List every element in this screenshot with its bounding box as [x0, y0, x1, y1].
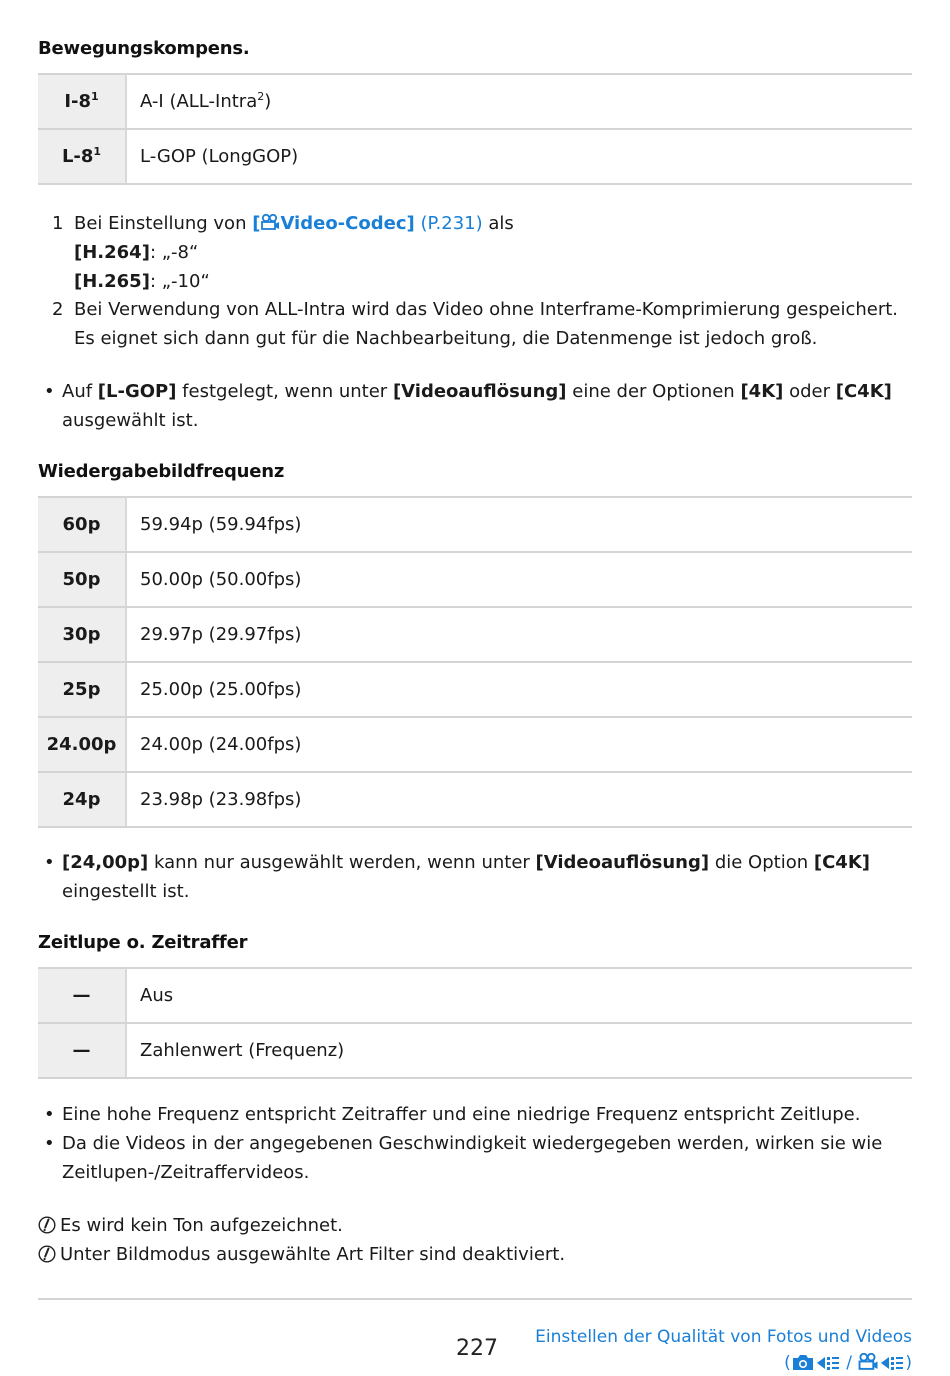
list-item: • Auf [L-GOP] festgelegt, wenn unter [Videoauflösung] eine der Optionen [4K] oder [C4K] ausgewählt ist. [44, 381, 892, 431]
table-row [38, 74, 912, 129]
zeitlupe-table [38, 967, 912, 1079]
table-key: 25p [38, 662, 126, 717]
bewegungskompens-table [38, 73, 912, 185]
table-row [38, 717, 912, 772]
table-key: — [38, 1023, 126, 1078]
table-key: $L-8^1$ [38, 129, 126, 184]
table-row [38, 497, 912, 552]
movie-camera-icon [260, 214, 280, 231]
table-key: 50p [38, 552, 126, 607]
table-row [38, 129, 912, 184]
table-value: L-GOP (LongGOP) [126, 129, 912, 184]
table-value: A-I (ALL-Intra$^2$) [126, 74, 912, 129]
table-row [38, 968, 912, 1023]
table-row [38, 772, 912, 827]
table-value: Zahlenwert (Frequenz) [126, 1023, 912, 1078]
caution-note: Unter Bildmodus ausgewählte Art Filter sind deaktiviert. [38, 1240, 565, 1269]
table-key: $I-8^1$ [38, 74, 126, 129]
table-key: — [38, 968, 126, 1023]
table-value: Aus [126, 968, 912, 1023]
table-value: 25.00p (25.00fps) [126, 662, 912, 717]
footnote-1: 1 Bei Einstellung von [ Video-Codec] (P.231) als [H.264]: „-8“ [H.265]: „-10“ [52, 213, 514, 292]
camera-icon [791, 1353, 815, 1371]
section-title-bewegungskompens: Bewegungskompens. [38, 38, 250, 59]
table-key: 24p [38, 772, 126, 827]
table-value: 50.00p (50.00fps) [126, 552, 912, 607]
page-number: 227 [456, 1336, 498, 1361]
section-title-zeitlupe: Zeitlupe o. Zeitraffer [38, 932, 248, 953]
table-key: 24.00p [38, 717, 126, 772]
list-item: • [24,00p] kann nur ausgewählt werden, wenn unter [Videoauflösung] die Option [C4K] eingestellt ist. [44, 852, 870, 902]
video-codec-link[interactable]: [ Video-Codec] (P.231) [252, 213, 483, 234]
chapter-link[interactable]: Einstellen der Qualität von Fotos und Videos ( / ) [535, 1327, 912, 1373]
menu-arrow-icon [815, 1355, 841, 1371]
caution-note: Es wird kein Ton aufgezeichnet. [38, 1211, 343, 1240]
caution-icon [38, 1245, 56, 1263]
table-key: 60p [38, 497, 126, 552]
table-row [38, 552, 912, 607]
table-value: 23.98p (23.98fps) [126, 772, 912, 827]
section-title-wiedergabebildfrequenz: Wiedergabebildfrequenz [38, 461, 285, 482]
menu-arrow-icon [879, 1355, 905, 1371]
movie-camera-icon [857, 1353, 879, 1371]
wiedergabe-table [38, 496, 912, 828]
table-key: 30p [38, 607, 126, 662]
table-row [38, 607, 912, 662]
footnote-2: 2 Bei Verwendung von ALL-Intra wird das Video ohne Interframe-Komprimierung gespeichert. Es eignet sich dann gut für die Nachbearbeitung, die Datenmenge ist jedoch groß. [52, 299, 899, 349]
table-value: 24.00p (24.00fps) [126, 717, 912, 772]
footer-divider [38, 1298, 912, 1300]
caution-icon [38, 1216, 56, 1234]
table-value: 29.97p (29.97fps) [126, 607, 912, 662]
list-item: • Eine hohe Frequenz entspricht Zeitraffer und eine niedrige Frequenz entspricht Zeitlupe. [44, 1104, 861, 1125]
table-row [38, 1023, 912, 1078]
list-item: • Da die Videos in der angegebenen Geschwindigkeit wiedergegeben werden, wirken sie wie Zeitlupen-/Zeitraffervideos. [44, 1133, 883, 1183]
table-value: 59.94p (59.94fps) [126, 497, 912, 552]
table-row [38, 662, 912, 717]
